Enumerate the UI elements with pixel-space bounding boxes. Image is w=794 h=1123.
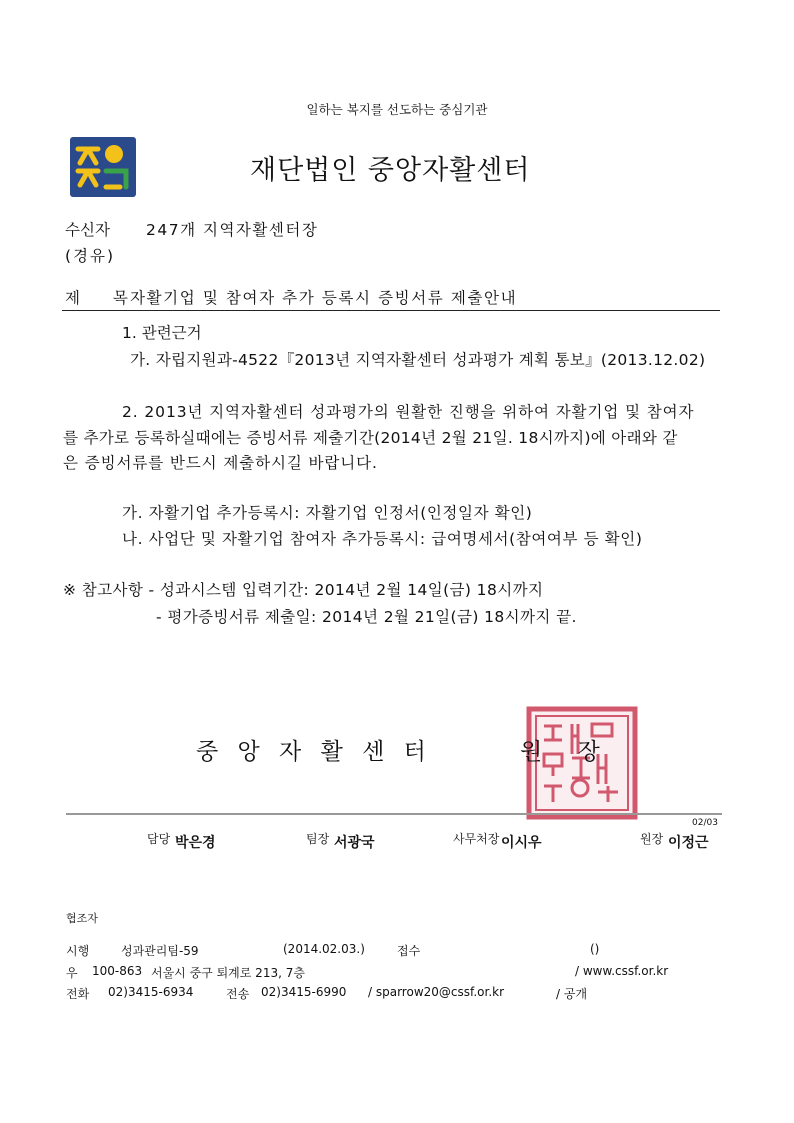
phone-number: 02)3415-6934 xyxy=(108,985,194,999)
enforce-date: (2014.02.03.) xyxy=(283,942,365,956)
sig-label-director: 원장 xyxy=(640,832,664,846)
sig-label-team-lead: 팀장 xyxy=(306,832,330,846)
cooperator-label: 협조자 xyxy=(66,912,98,925)
recipient-value: 247개 지역자활센터장 xyxy=(146,221,319,239)
subject-label: 제 목 xyxy=(65,289,142,307)
postal-label: 우 xyxy=(66,966,78,980)
receipt-value: () xyxy=(590,942,600,956)
subject-divider xyxy=(62,310,720,311)
sig-name-director: 이정근 xyxy=(668,835,709,851)
sig-name-staff: 박은경 xyxy=(175,835,216,851)
phone-label: 전화 xyxy=(66,987,90,1001)
organization-logo-icon xyxy=(70,137,136,197)
note-line-2: - 평가증빙서류 제출일: 2014년 2월 21일(금) 18시까지 끝. xyxy=(156,608,577,626)
recipient-label: 수신자 xyxy=(65,221,110,239)
receipt-label: 접수 xyxy=(397,944,421,958)
org-title: 재단법인 중앙자활센터 xyxy=(250,155,531,186)
reference-title: 1. 관련근거 xyxy=(122,324,202,342)
logo-svg xyxy=(70,137,136,197)
fax-label: 전송 xyxy=(226,987,250,1001)
email-link[interactable]: / sparrow20@cssf.or.kr xyxy=(368,985,505,999)
reference-item: 가. 자립지원과-4522『2013년 지역자활센터 성과평가 계획 통보』(2013.12.02) xyxy=(130,351,706,369)
list-item-2: 나. 사업단 및 자활기업 참여자 추가등록시: 급여명세서(참여여부 등 확인) xyxy=(122,530,643,548)
approval-date: 02/03 xyxy=(692,818,718,828)
sig-name-secretary-general: 이시우 xyxy=(501,835,542,851)
paragraph2-line1: 2. 2013년 지역자활센터 성과평가의 원활한 진행을 위하여 자활기업 및 참여자 xyxy=(122,403,695,421)
subject-value: 자활기업 및 참여자 추가 등록시 증빙서류 제출안내 xyxy=(130,289,518,307)
note-line-1: ※ 참고사항 - 성과시스템 입력기간: 2014년 2월 14일(금) 18시까지 xyxy=(63,581,544,599)
paragraph2-line2: 를 추가로 등록하실때에는 증빙서류 제출기간(2014년 2월 21일. 18시까지)에 아래와 같 xyxy=(63,429,678,447)
postal-code: 100-863 xyxy=(92,964,143,978)
sig-label-staff: 담당 xyxy=(147,832,171,846)
fax-number: 02)3415-6990 xyxy=(261,985,347,999)
enforce-label: 시행 xyxy=(66,944,90,958)
enforce-number: 성과관리팀-59 xyxy=(121,944,199,958)
disclosure-status: / 공개 xyxy=(556,987,588,1001)
sender-org: 중 앙 자 활 센 터 xyxy=(196,739,432,765)
signature-divider xyxy=(66,813,722,815)
sig-label-secretary-general: 사무처장 xyxy=(453,832,500,846)
list-item-1: 가. 자활기업 추가등록시: 자활기업 인정서(인정일자 확인) xyxy=(122,504,533,522)
paragraph2-line3: 은 증빙서류를 반드시 제출하시길 바랍니다. xyxy=(63,454,378,472)
website-link[interactable]: / www.cssf.or.kr xyxy=(575,964,669,978)
sig-name-team-lead: 서광국 xyxy=(334,835,375,851)
via-label: (경유) xyxy=(65,247,116,265)
sender-title: 원 장 xyxy=(520,739,614,765)
address: 서울시 중구 퇴계로 213, 7층 xyxy=(151,966,305,980)
slogan: 일하는 복지를 선도하는 중심기관 xyxy=(306,102,488,117)
